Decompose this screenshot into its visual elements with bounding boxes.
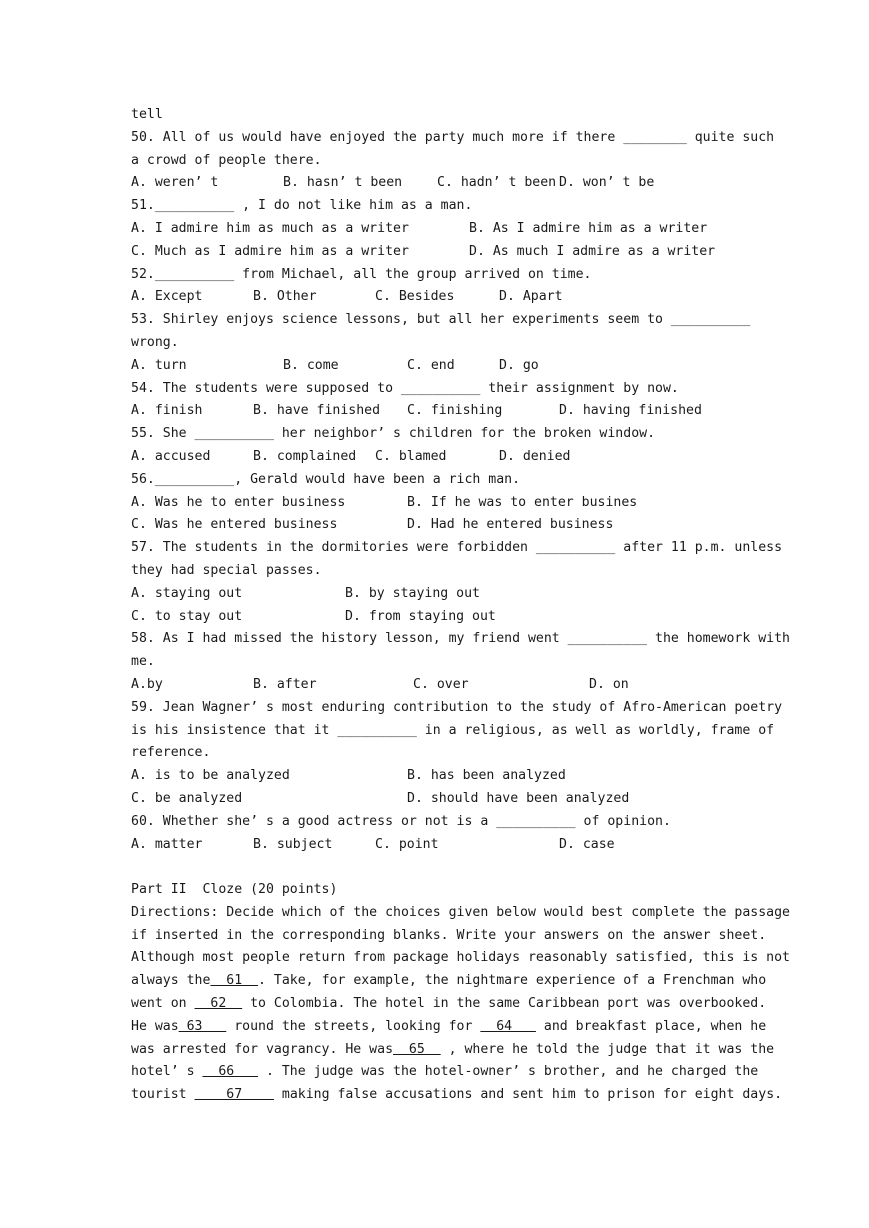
question-53 (131, 309, 751, 377)
question-stem-line: me. (131, 654, 155, 670)
option-row (131, 834, 739, 857)
option-c: C. blamed (375, 448, 447, 464)
option-a: A. matter (131, 836, 203, 852)
passage-text: He was (131, 1018, 179, 1034)
option-d: D. denied (499, 448, 571, 464)
option-c: C. Much as I admire him as a writer (131, 243, 409, 259)
passage-text: was arrested for vagrancy. He was (131, 1041, 394, 1057)
option-a: A. finish (131, 403, 203, 419)
passage-text: round the streets, looking for (226, 1018, 481, 1034)
option-b: B. hasn’ t been (283, 175, 403, 191)
section-gap (131, 856, 739, 879)
question-stem-line: 60. Whether she’ s a good actress or not is a __________ of opinion. (131, 813, 671, 829)
option-c: C. end (407, 357, 455, 373)
question-54 (131, 378, 739, 424)
cloze-passage (131, 947, 790, 1107)
option-b: B. As I admire him as a writer (469, 220, 708, 236)
option-b: B. have finished (253, 403, 381, 419)
option-c: C. finishing (407, 403, 503, 419)
option-row (131, 446, 739, 469)
option-c: C. be analyzed (131, 790, 243, 806)
option-d: D. having finished (559, 403, 702, 419)
passage-line (131, 947, 790, 970)
option-a: A. accused (131, 448, 211, 464)
passage-line (131, 970, 767, 993)
question-list (131, 127, 790, 857)
cloze-blank: 62 (194, 996, 243, 1012)
option-d: D. Had he entered business (407, 517, 614, 533)
question-55 (131, 423, 739, 469)
option-row (131, 514, 739, 537)
option-row (131, 583, 739, 606)
option-a: A. turn (131, 357, 187, 373)
exam-page (131, 104, 790, 1107)
option-b: B. complained (253, 448, 357, 464)
passage-text: always the (131, 973, 211, 989)
option-row (131, 400, 739, 423)
option-a: A. Was he to enter business (131, 494, 346, 510)
option-row (131, 765, 739, 788)
option-row (131, 788, 739, 811)
option-c: C. point (375, 836, 439, 852)
part2-directions (131, 902, 790, 948)
option-d: D. won’ t be (559, 175, 655, 191)
option-a: A. staying out (131, 585, 243, 601)
passage-line (131, 1016, 767, 1039)
directions-line: Directions: Decide which of the choices given below would best complete the passage (131, 904, 790, 920)
option-row (131, 241, 739, 264)
question-50 (131, 127, 775, 195)
passage-text: hotel’ s (131, 1064, 203, 1080)
option-d: D. Apart (499, 289, 563, 305)
passage-line (131, 993, 767, 1016)
option-d: D. on (589, 676, 629, 692)
question-56 (131, 469, 739, 537)
option-d: D. from staying out (345, 608, 496, 624)
question-58 (131, 628, 790, 696)
option-b: B. If he was to enter busines (407, 494, 638, 510)
passage-text: , where he told the judge that it was the (440, 1041, 775, 1057)
question-57 (131, 537, 783, 628)
option-row (131, 172, 739, 195)
passage-text: to Colombia. The hotel in the same Caribbean port was overbooked. (242, 996, 767, 1012)
passage-line (131, 1084, 783, 1107)
option-a: A. I admire him as much as a writer (131, 220, 409, 236)
option-row (131, 355, 739, 378)
passage-line (131, 1039, 775, 1062)
passage-text: Although most people return from package holidays reasonably satisfied, this is not (131, 950, 790, 966)
option-row (131, 606, 739, 629)
question-stem-line: 59. Jean Wagner’ s most enduring contribution to the study of Afro-American poetry (131, 699, 783, 715)
question-stem-line: wrong. (131, 334, 179, 350)
question-stem-line: reference. (131, 745, 211, 761)
option-b: B. Other (253, 289, 317, 305)
passage-text: tourist (131, 1087, 195, 1103)
directions-line: if inserted in the corresponding blanks. Write your answers on the answer sheet. (131, 927, 767, 943)
question-60 (131, 811, 739, 857)
option-row (131, 218, 739, 241)
option-b: B. subject (253, 836, 333, 852)
option-row (131, 286, 739, 309)
option-a: A. Except (131, 289, 203, 305)
option-c: C. hadn’ t been (437, 175, 557, 191)
cloze-blank: 65 (393, 1041, 441, 1057)
passage-text: . Take, for example, the nightmare experience of a Frenchman who (258, 973, 767, 989)
cloze-blank: 64 (480, 1018, 536, 1034)
question-stem-line: 53. Shirley enjoys science lessons, but all her experiments seem to __________ (131, 312, 751, 328)
question-stem-line: 57. The students in the dormitories were forbidden __________ after 11 p.m. unless (131, 540, 783, 556)
cloze-blank: 63 (178, 1018, 227, 1034)
option-row (131, 674, 739, 697)
option-c: C. Besides (375, 289, 455, 305)
question-stem-line: 52.__________ from Michael, all the group arrived on time. (131, 266, 592, 282)
question-stem-line: 58. As I had missed the history lesson, my friend went __________ the homework with (131, 631, 790, 647)
question-59 (131, 697, 783, 811)
question-stem-line: 50. All of us would have enjoyed the party much more if there ________ quite such (131, 129, 775, 145)
question-stem-line: 56.__________, Gerald would have been a rich man. (131, 471, 521, 487)
option-c: C. to stay out (131, 608, 243, 624)
passage-text: making false accusations and sent him to prison for eight days. (273, 1087, 783, 1103)
option-b: B. after (253, 676, 317, 692)
option-d: D. go (499, 357, 539, 373)
question-stem-line: 54. The students were supposed to __________ their assignment by now. (131, 380, 679, 396)
passage-line (131, 1061, 759, 1084)
option-b: B. come (283, 357, 339, 373)
question-stem-line: a crowd of people there. (131, 152, 322, 168)
passage-text: and breakfast place, when he (535, 1018, 767, 1034)
option-b: B. has been analyzed (407, 768, 566, 784)
option-d: D. should have been analyzed (407, 790, 630, 806)
cloze-blank: 61 (210, 973, 259, 989)
option-a: A. is to be analyzed (131, 768, 290, 784)
option-c: C. Was he entered business (131, 517, 338, 533)
option-d: D. As much I admire as a writer (469, 243, 716, 259)
option-a: A. weren’ t (131, 175, 219, 191)
option-c: C. over (413, 676, 469, 692)
question-52 (131, 264, 739, 310)
cloze-blank: 66 (202, 1064, 259, 1080)
question-stem-line: 55. She __________ her neighbor’ s children for the broken window. (131, 426, 656, 442)
question-stem-line: 51.__________ , I do not like him as a man. (131, 198, 473, 214)
passage-text: went on (131, 996, 195, 1012)
passage-text: . The judge was the hotel-owner’ s brother, and he charged the (258, 1064, 759, 1080)
option-a: A.by (131, 676, 163, 692)
question-stem-line: is his insistence that it __________ in a religious, as well as worldly, frame of (131, 722, 775, 738)
option-b: B. by staying out (345, 585, 480, 601)
question-51 (131, 195, 739, 263)
part2-heading: Part II Cloze (20 points) (131, 882, 338, 898)
option-d: D. case (559, 836, 615, 852)
question-stem-line: they had special passes. (131, 562, 322, 578)
option-row (131, 492, 739, 515)
cloze-blank: 67 (194, 1087, 274, 1103)
intro-word: tell (131, 107, 163, 122)
